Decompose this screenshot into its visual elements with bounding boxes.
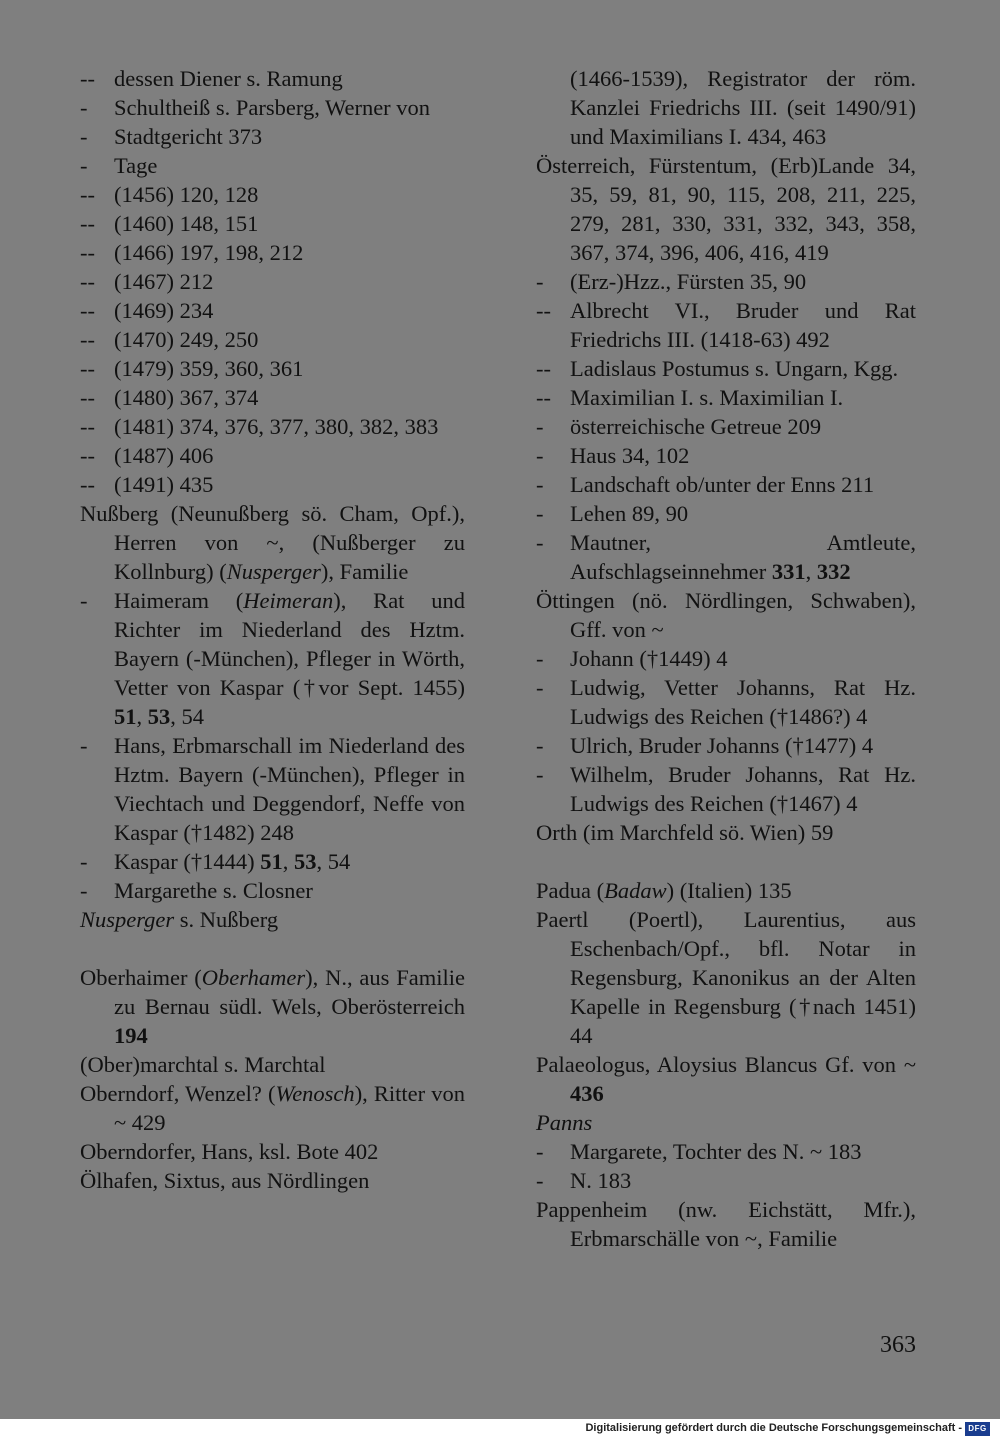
index-entry bbox=[536, 905, 916, 1050]
subentry-dash: - bbox=[80, 153, 88, 178]
index-subentry bbox=[536, 470, 916, 499]
index-subentry bbox=[80, 93, 465, 122]
subentry-dash: -- bbox=[80, 240, 95, 265]
entry-text: Ladislaus Postumus s. Ungarn, Kgg. bbox=[570, 356, 899, 381]
bold-reference: 51 bbox=[260, 849, 283, 874]
subentry-dash: -- bbox=[80, 356, 95, 381]
entry-text: dessen Diener s. Ramung bbox=[114, 66, 343, 91]
index-entry bbox=[80, 1050, 465, 1079]
subentry-dash: - bbox=[536, 472, 544, 497]
entry-text: ) (Italien) 135 bbox=[666, 878, 792, 903]
entry-text: Margarete, Tochter des N. ~ 183 bbox=[570, 1139, 862, 1164]
entry-text: (1466) 197, 198, 212 bbox=[114, 240, 304, 265]
entry-text: Haus 34, 102 bbox=[570, 443, 690, 468]
entry-text: Stadtgericht 373 bbox=[114, 124, 263, 149]
entry-text: Hans, Erbmarschall im Niederland des Hztm. Bayern (-München), Pfleger in Viechtach und Deggendorf, Neffe von Kaspar (†1482) 248 bbox=[114, 733, 465, 845]
entry-text: Maximilian I. s. Maximilian I. bbox=[570, 385, 844, 410]
index-subentry bbox=[80, 383, 465, 412]
entry-text: ), Rat und Richter im Niederland des Hztm. Bayern (-München), Pfleger in Wörth, Vetter von Kaspar (†vor Sept. 1455) bbox=[114, 588, 465, 700]
bold-reference: 53 bbox=[293, 849, 317, 874]
index-subentry bbox=[80, 876, 465, 905]
subentry-dash: -- bbox=[80, 327, 95, 352]
entry-text: (1481) 374, 376, 377, 380, 382, 383 bbox=[114, 414, 439, 439]
subentry-dash: - bbox=[80, 849, 88, 874]
entry-text: ), Ritter von ~ 429 bbox=[114, 1081, 465, 1135]
subentry-dash: -- bbox=[80, 385, 95, 410]
entry-text: Ölhafen, Sixtus, aus Nördlingen bbox=[80, 1168, 370, 1193]
entry-text: Lehen 89, 90 bbox=[570, 501, 689, 526]
index-column-left bbox=[80, 64, 465, 1195]
entry-text: (1479) 359, 360, 361 bbox=[114, 356, 304, 381]
index-subentry bbox=[80, 470, 465, 499]
index-subentry bbox=[80, 441, 465, 470]
entry-text: österreichische Getreue 209 bbox=[570, 414, 822, 439]
subentry-dash: - bbox=[536, 675, 544, 700]
index-subentry bbox=[536, 673, 916, 731]
entry-text: (1470) 249, 250 bbox=[114, 327, 259, 352]
entry-text: Wilhelm, Bruder Johanns, Rat Hz. Ludwigs des Reichen (†1467) 4 bbox=[570, 762, 916, 816]
entry-text: , bbox=[282, 849, 294, 874]
entry-text: , 54 bbox=[316, 849, 351, 874]
subentry-dash: -- bbox=[80, 182, 95, 207]
index-subentry bbox=[536, 499, 916, 528]
entry-text: Oberndorfer, Hans, ksl. Bote 402 bbox=[80, 1139, 379, 1164]
entry-text: Johann (†1449) 4 bbox=[570, 646, 728, 671]
index-subentry bbox=[80, 64, 465, 93]
index-subentry bbox=[536, 1137, 916, 1166]
subentry-dash: - bbox=[80, 733, 88, 758]
subentry-dash: -- bbox=[80, 472, 95, 497]
index-subentry bbox=[536, 354, 916, 383]
subentry-dash: - bbox=[80, 124, 88, 149]
subentry-dash: -- bbox=[80, 298, 95, 323]
subentry-dash: - bbox=[80, 588, 88, 613]
entry-text: ), Familie bbox=[320, 559, 409, 584]
index-entry bbox=[536, 64, 916, 151]
subentry-dash: -- bbox=[80, 66, 95, 91]
subentry-dash: - bbox=[536, 733, 544, 758]
entry-text: (1456) 120, 128 bbox=[114, 182, 259, 207]
italic-variant: Oberhamer bbox=[201, 965, 306, 990]
index-subentry bbox=[80, 238, 465, 267]
index-entry bbox=[536, 876, 916, 905]
subentry-dash: - bbox=[80, 878, 88, 903]
entry-text: (1487) 406 bbox=[114, 443, 214, 468]
subentry-dash: -- bbox=[80, 269, 95, 294]
subentry-dash: - bbox=[80, 95, 88, 120]
entry-text: Margarethe s. Closner bbox=[114, 878, 313, 903]
entry-text: Tage bbox=[114, 153, 158, 178]
index-subentry bbox=[80, 122, 465, 151]
subentry-dash: - bbox=[536, 269, 544, 294]
italic-variant: Panns bbox=[536, 1110, 593, 1135]
italic-variant: Nusperger bbox=[226, 559, 321, 584]
footer-bar bbox=[0, 1419, 1000, 1439]
bold-reference: 332 bbox=[816, 559, 851, 584]
italic-variant: Nusperger bbox=[80, 907, 175, 932]
entry-text: (Erz-)Hzz., Fürsten 35, 90 bbox=[570, 269, 807, 294]
bold-reference: 53 bbox=[147, 704, 171, 729]
index-subentry bbox=[536, 760, 916, 818]
entry-text: (Ober)marchtal s. Marchtal bbox=[80, 1052, 326, 1077]
entry-text: Oberndorf, Wenzel? ( bbox=[80, 1081, 276, 1106]
index-subentry bbox=[80, 731, 465, 847]
subentry-dash: - bbox=[536, 443, 544, 468]
entry-text: Pappenheim (nw. Eichstätt, Mfr.), Erbmarschälle von ~, Familie bbox=[536, 1197, 916, 1251]
index-entry bbox=[80, 963, 465, 1050]
index-entry bbox=[536, 818, 916, 847]
entry-text: Haimeram ( bbox=[114, 588, 244, 613]
entry-text: Nußberg (Neunußberg sö. Cham, Opf.), Herren von ~, (Nußberger zu Kollnburg) ( bbox=[80, 501, 465, 584]
entry-text: (1466-1539), Registrator der röm. Kanzlei Friedrichs III. (seit 1490/91) und Maximilians I. 434, 463 bbox=[570, 66, 916, 149]
subentry-dash: -- bbox=[80, 414, 95, 439]
subentry-dash: -- bbox=[536, 356, 551, 381]
index-entry bbox=[80, 499, 465, 586]
bold-reference: 194 bbox=[114, 1023, 148, 1048]
index-subentry bbox=[536, 1166, 916, 1195]
entry-text: , bbox=[136, 704, 148, 729]
entry-text: Palaeologus, Aloysius Blancus Gf. von ~ bbox=[536, 1052, 916, 1077]
subentry-dash: - bbox=[536, 501, 544, 526]
index-entry bbox=[536, 586, 916, 644]
italic-variant: Wenosch bbox=[275, 1081, 355, 1106]
index-subentry bbox=[80, 586, 465, 731]
dfg-logo: DFG bbox=[965, 1422, 990, 1436]
entry-text: Albrecht VI., Bruder und Rat Friedrichs III. (1418-63) 492 bbox=[570, 298, 916, 352]
entry-text: Oberhaimer ( bbox=[80, 965, 202, 990]
bold-reference: 51 bbox=[114, 704, 137, 729]
index-subentry bbox=[536, 412, 916, 441]
entry-text: Landschaft ob/unter der Enns 211 bbox=[570, 472, 875, 497]
index-subentry bbox=[80, 354, 465, 383]
italic-variant: Badaw bbox=[604, 878, 667, 903]
footer-credit: Digitalisierung gefördert durch die Deutsche Forschungsgemeinschaft - bbox=[585, 1422, 962, 1434]
entry-text: Orth (im Marchfeld sö. Wien) 59 bbox=[536, 820, 834, 845]
index-subentry bbox=[536, 383, 916, 412]
entry-text: (1491) 435 bbox=[114, 472, 214, 497]
index-subentry bbox=[536, 441, 916, 470]
entry-text: (1460) 148, 151 bbox=[114, 211, 259, 236]
subentry-dash: - bbox=[536, 530, 544, 555]
index-entry bbox=[80, 905, 465, 934]
index-subentry bbox=[536, 644, 916, 673]
subentry-dash: - bbox=[536, 1168, 544, 1193]
subentry-dash: - bbox=[536, 1139, 544, 1164]
subentry-dash: - bbox=[536, 646, 544, 671]
index-entry bbox=[536, 151, 916, 267]
index-subentry bbox=[80, 180, 465, 209]
entry-text: Mautner, Amtleute, Aufschlagseinnehmer bbox=[570, 530, 916, 584]
entry-text: , bbox=[805, 559, 817, 584]
subentry-dash: - bbox=[536, 414, 544, 439]
entry-text: Padua ( bbox=[536, 878, 605, 903]
entry-text: s. Nußberg bbox=[174, 907, 279, 932]
index-entry bbox=[536, 1195, 916, 1253]
subentry-dash: -- bbox=[80, 443, 95, 468]
subentry-dash: - bbox=[536, 762, 544, 787]
entry-text: N. 183 bbox=[570, 1168, 632, 1193]
index-subentry bbox=[536, 731, 916, 760]
entry-text: Ludwig, Vetter Johanns, Rat Hz. Ludwigs des Reichen (†1486?) 4 bbox=[570, 675, 916, 729]
entry-gap bbox=[536, 847, 916, 876]
entry-text: ), N., aus Familie zu Bernau südl. Wels, Oberösterreich bbox=[114, 965, 465, 1019]
italic-variant: Heimeran bbox=[243, 588, 334, 613]
entry-text: (1467) 212 bbox=[114, 269, 214, 294]
index-entry bbox=[536, 1108, 916, 1137]
entry-text: , 54 bbox=[170, 704, 204, 729]
index-subentry bbox=[80, 267, 465, 296]
entry-text: Ulrich, Bruder Johanns (†1477) 4 bbox=[570, 733, 874, 758]
index-subentry bbox=[536, 528, 916, 586]
subentry-dash: -- bbox=[536, 298, 551, 323]
index-subentry bbox=[536, 296, 916, 354]
entry-text: (1469) 234 bbox=[114, 298, 214, 323]
bold-reference: 436 bbox=[570, 1081, 604, 1106]
index-subentry bbox=[80, 847, 465, 876]
index-subentry bbox=[80, 412, 465, 441]
entry-gap bbox=[80, 934, 465, 963]
index-subentry bbox=[80, 209, 465, 238]
index-subentry bbox=[536, 267, 916, 296]
index-entry bbox=[536, 1050, 916, 1108]
index-subentry bbox=[80, 296, 465, 325]
entry-text: Paertl (Poertl), Laurentius, aus Eschenbach/Opf., bfl. Notar in Regensburg, Kanonikus an der Alten Kapelle in Regensburg (†nach 1451) 44 bbox=[536, 907, 916, 1048]
subentry-dash: -- bbox=[80, 211, 95, 236]
index-entry bbox=[80, 1137, 465, 1166]
index-column-right bbox=[536, 64, 916, 1253]
entry-text: (1480) 367, 374 bbox=[114, 385, 259, 410]
entry-text: Schultheiß s. Parsberg, Werner von bbox=[114, 95, 431, 120]
entry-text: Öttingen (nö. Nördlingen, Schwaben), Gff. von ~ bbox=[536, 588, 916, 642]
page-number: 363 bbox=[880, 1332, 916, 1358]
index-entry bbox=[80, 1079, 465, 1137]
bold-reference: 331 bbox=[771, 559, 806, 584]
entry-text: Österreich, Fürstentum, (Erb)Lande 34, 35, 59, 81, 90, 115, 208, 211, 225, 279, 281, 330, 331, 332, 343, 358, 367, 374, 396, 406, 416, 419 bbox=[536, 153, 916, 265]
entry-text: Kaspar (†1444) bbox=[114, 849, 261, 874]
index-subentry bbox=[80, 151, 465, 180]
subentry-dash: -- bbox=[536, 385, 551, 410]
index-subentry bbox=[80, 325, 465, 354]
index-entry bbox=[80, 1166, 465, 1195]
